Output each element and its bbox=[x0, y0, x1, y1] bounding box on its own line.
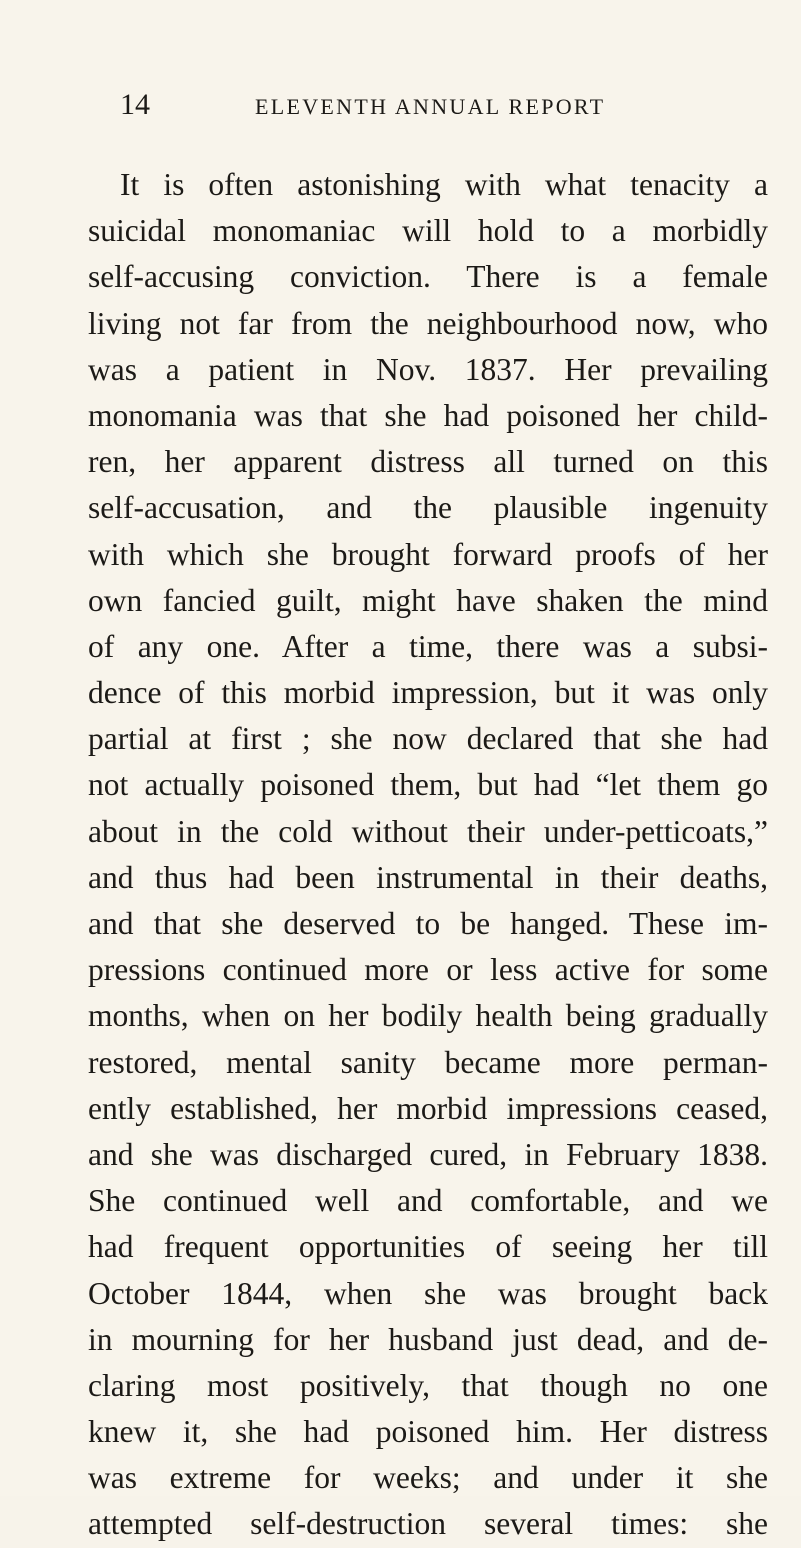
text-line: and she was discharged cured, in February 1838. bbox=[88, 1136, 768, 1172]
page-number: 14 bbox=[120, 88, 150, 121]
text-line: ently established, her morbid impressions ceased, bbox=[88, 1090, 768, 1126]
text-line: pressions continued more or less active for some bbox=[88, 952, 768, 988]
running-title: ELEVENTH ANNUAL REPORT bbox=[255, 94, 606, 119]
text-line: not actually poisoned them, but had “let them go bbox=[88, 767, 768, 803]
text-line: knew it, she had poisoned him. Her distress bbox=[88, 1414, 768, 1450]
text-line: months, when on her bodily health being gradually bbox=[88, 998, 768, 1034]
text-line: claring most positively, that though no one bbox=[88, 1367, 768, 1403]
text-line: was extreme for weeks; and under it she bbox=[88, 1460, 768, 1496]
running-head bbox=[120, 88, 760, 128]
text-line: about in the cold without their under-petticoats,” bbox=[88, 813, 768, 849]
text-line: self-accusing conviction. There is a female bbox=[88, 259, 768, 295]
text-line: self-accusation, and the plausible ingenuity bbox=[88, 490, 768, 526]
text-line: monomania was that she had poisoned her child- bbox=[88, 397, 768, 433]
text-line: partial at first ; she now declared that she had bbox=[88, 721, 768, 757]
text-line: and thus had been instrumental in their deaths, bbox=[88, 859, 768, 895]
text-line: with which she brought forward proofs of her bbox=[88, 536, 768, 572]
text-line: of any one. After a time, there was a subsi- bbox=[88, 628, 768, 664]
text-line: living not far from the neighbourhood now, who bbox=[88, 305, 768, 341]
text-line: It is often astonishing with what tenacity a bbox=[120, 167, 768, 202]
text-line: October 1844, when she was brought back bbox=[88, 1275, 768, 1311]
text-line: and that she deserved to be hanged. These im- bbox=[88, 906, 768, 941]
text-line: own fancied guilt, might have shaken the mind bbox=[88, 582, 768, 618]
text-line: suicidal monomaniac will hold to a morbidly bbox=[88, 213, 768, 249]
text-line: She continued well and comfortable, and we bbox=[88, 1183, 768, 1219]
text-line: dence of this morbid impression, but it was only bbox=[88, 675, 768, 711]
text-line: in mourning for her husband just dead, and de- bbox=[88, 1321, 768, 1357]
text-line: restored, mental sanity became more perman- bbox=[88, 1044, 768, 1080]
text-line: attempted self-destruction several times: she bbox=[88, 1506, 768, 1542]
text-line: was a patient in Nov. 1837. Her prevailing bbox=[88, 351, 768, 387]
body-text bbox=[88, 162, 768, 1548]
text-line: ren, her apparent distress all turned on this bbox=[88, 444, 768, 480]
text-line: had frequent opportunities of seeing her till bbox=[88, 1229, 768, 1265]
